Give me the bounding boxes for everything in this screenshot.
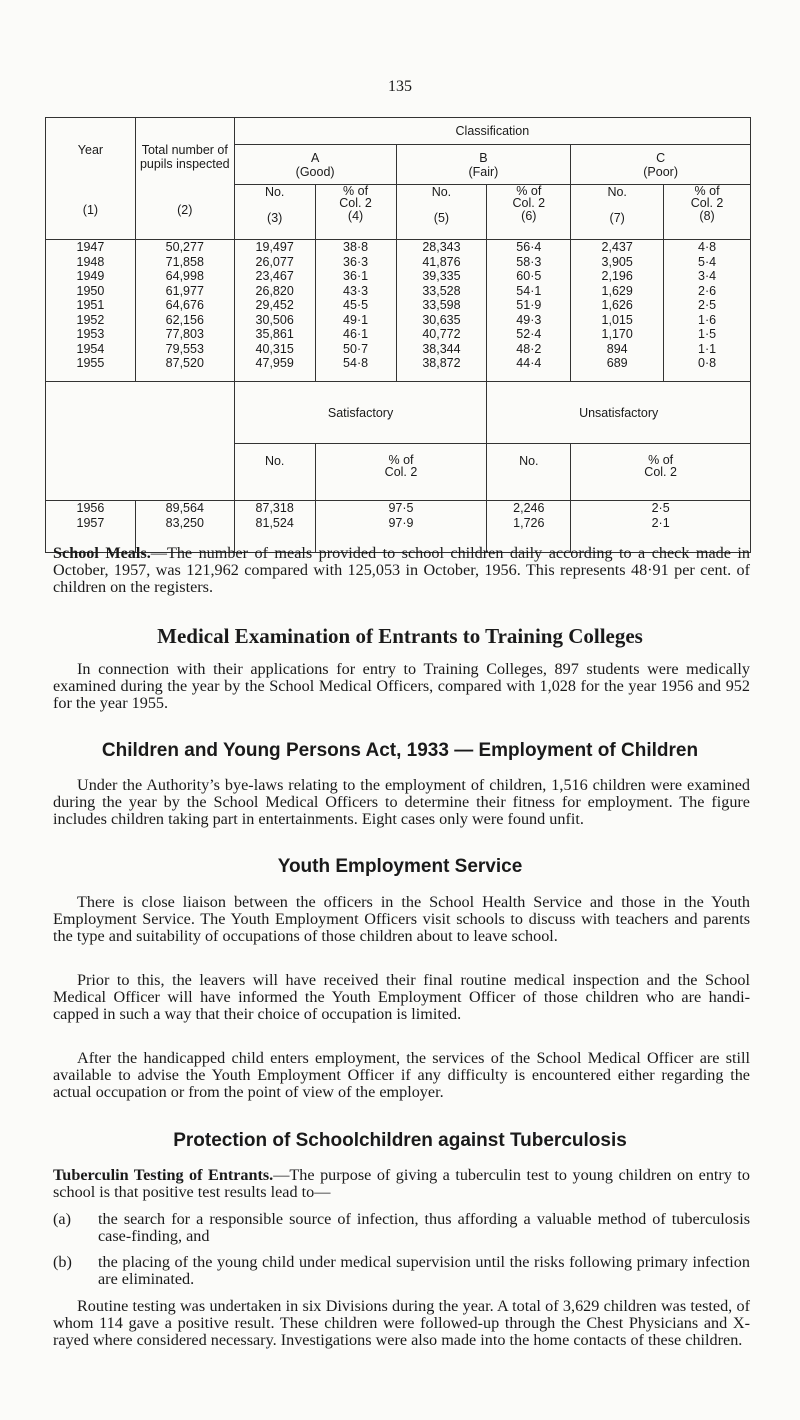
table-cell: 26,077 xyxy=(255,254,294,269)
table-cell: 64,998 xyxy=(165,269,204,283)
table-cell: 3·4 xyxy=(698,269,717,283)
table-cell: 1,170 xyxy=(601,327,633,341)
a-pct-column xyxy=(315,240,396,382)
table-cell: 58·3 xyxy=(516,254,542,269)
table-cell: 1947 xyxy=(76,240,105,254)
table-cell: 0·8 xyxy=(698,356,717,370)
col-index-2: (2) xyxy=(177,202,193,217)
table-cell: 30,506 xyxy=(255,312,294,327)
table-cell: 97·5 xyxy=(388,501,414,515)
table-cell: 1·5 xyxy=(698,327,717,341)
table-cell: 1,629 xyxy=(601,283,633,298)
medical-paragraph: In connection with their applications for entry to Training Colleges, 897 students were medically examined during the year by the School Medical Officers, compared with 1,028 for the year 1956 and 952 for the year 1955. xyxy=(53,660,750,712)
table-cell: 38,344 xyxy=(422,341,461,356)
a-no-header: No. (3) xyxy=(234,185,315,240)
table-cell: 38,872 xyxy=(422,356,461,370)
table-cell: 1949 xyxy=(76,269,105,283)
table-cell: 1951 xyxy=(76,298,105,312)
table-cell: 2·5 xyxy=(698,298,717,312)
classification-header: Classification xyxy=(234,118,750,145)
table-cell: 87,520 xyxy=(165,356,204,370)
table-cell: 1,626 xyxy=(601,298,633,312)
table-cell: 2·6 xyxy=(698,283,717,298)
tb-item-b xyxy=(53,1254,750,1288)
group-b-header: B (Fair) xyxy=(396,145,571,185)
table-cell: 3,905 xyxy=(601,254,633,269)
c-no-column xyxy=(571,240,664,382)
youth-heading: Youth Employment Service xyxy=(277,856,523,877)
c-pct-header: % of Col. 2 (8) xyxy=(664,185,751,240)
sat-no-header: No. xyxy=(234,444,315,501)
tb-item-b-label: (b) xyxy=(53,1253,72,1271)
group-a-header: A (Good) xyxy=(234,145,396,185)
b-pct-column xyxy=(487,240,571,382)
c-pct-column xyxy=(664,240,751,382)
table-cell: 64,676 xyxy=(165,298,204,312)
table-cell: 23,467 xyxy=(255,269,294,283)
table-cell: 48·2 xyxy=(516,341,542,356)
b-no-header: No. (5) xyxy=(396,185,487,240)
table-cell: 1953 xyxy=(76,327,105,341)
table-cell: 71,858 xyxy=(165,254,204,269)
table-cell: 1954 xyxy=(76,341,105,356)
table-cell: 1948 xyxy=(76,254,105,269)
tb-heading: Protection of Schoolchildren against Tuberculosis xyxy=(173,1130,627,1151)
table-cell: 40,772 xyxy=(422,327,461,341)
table-cell: 1955 xyxy=(76,356,105,370)
col-index-1: (1) xyxy=(82,202,99,217)
table-cell: 30,635 xyxy=(422,312,461,327)
youth-paragraph-3: After the handicapped child enters employment, the services of the School Medical Officer are still available to advise the Youth Employment Officer if any difficulty is encountered either regarding the actual occupation or from the point of view of the employer. xyxy=(53,1049,750,1101)
tb-intro-paragraph xyxy=(53,1167,750,1201)
table-cell: 56·4 xyxy=(516,240,542,254)
table-cell: 35,861 xyxy=(255,327,294,341)
group-c-header: C (Poor) xyxy=(571,145,751,185)
table-cell: 1·1 xyxy=(698,341,717,356)
unsat-no-header: No. xyxy=(487,444,571,501)
table-cell: 51·9 xyxy=(516,298,542,312)
a-no-column xyxy=(234,240,315,382)
tb-final-paragraph: Routine testing was undertaken in six Divisions during the year. A total of 3,629 children was tested, of whom 114 gave a positive result. These children were followed-up through the Chest Physicians and X-rayed where considered necessary. Investigations were also made into the home contacts of these children. xyxy=(53,1297,750,1349)
children-act-heading: Children and Young Persons Act, 1933 — Employment of Children xyxy=(101,740,699,761)
youth-paragraph-2: Prior to this, the leavers will have received their final routine medical inspection and the School Medical Officer will have informed the Youth Employment Officer of those children who are handi- capped in such a way that their choice of occupation is limited. xyxy=(53,971,750,1023)
table-cell: 33,528 xyxy=(422,283,461,298)
table-cell: 81,524 xyxy=(255,515,294,530)
table-cell: 33,598 xyxy=(422,298,461,312)
table-cell: 60·5 xyxy=(516,269,542,283)
table-cell: 54·1 xyxy=(516,283,542,298)
table-cell: 77,803 xyxy=(165,327,204,341)
tb-lead: Tuberculin Testing of Entrants. xyxy=(53,1166,274,1184)
table-cell: 49·3 xyxy=(516,312,542,327)
table-cell: 47,959 xyxy=(255,356,294,370)
table-cell: 2·1 xyxy=(651,515,670,530)
school-meals-lead: School Meals. xyxy=(53,544,151,562)
table-cell: 36·3 xyxy=(343,254,369,269)
table-cell: 2·5 xyxy=(651,501,670,515)
table-cell: 52·4 xyxy=(516,327,542,341)
table-cell: 29,452 xyxy=(255,298,294,312)
b-no-column xyxy=(396,240,487,382)
table-cell: 4·8 xyxy=(698,240,717,254)
year-header-cell xyxy=(46,118,136,240)
table-cell: 79,553 xyxy=(165,341,204,356)
a-pct-header: % of Col. 2 (4) xyxy=(315,185,396,240)
table-cell: 28,343 xyxy=(422,240,461,254)
medical-heading: Medical Examination of Entrants to Training Colleges xyxy=(157,624,643,648)
table-cell: 45·5 xyxy=(343,298,369,312)
table-cell: 50,277 xyxy=(165,240,204,254)
tb-item-b-text: the placing of the young child under medical supervision until the risks following primary infection are eliminated. xyxy=(98,1253,750,1288)
classification-table xyxy=(45,117,751,553)
table-cell: 97·9 xyxy=(388,515,414,530)
table-cell: 54·8 xyxy=(343,356,369,370)
table-cell: 36·1 xyxy=(343,269,369,283)
table-cell: 46·1 xyxy=(343,327,369,341)
satisfactory-header: Satisfactory xyxy=(234,382,487,444)
table-cell: 83,250 xyxy=(165,515,204,530)
table-cell: 5·4 xyxy=(698,254,717,269)
table-cell: 43·3 xyxy=(343,283,369,298)
page-number: 135 xyxy=(388,78,412,95)
c-no-header: No. (7) xyxy=(571,185,664,240)
table-cell: 689 xyxy=(606,356,628,370)
table-cell: 1,726 xyxy=(513,515,545,530)
table-cell: 41,876 xyxy=(422,254,461,269)
table-cell: 38·8 xyxy=(343,240,369,254)
school-meals-text: —The number of meals provided to school children daily according to a check made in October, 1957, was 121,962 compared with 125,053 in October, 1956. This represents 48·91 per cent. of children on the registers. xyxy=(53,544,751,596)
table-cell: 62,156 xyxy=(165,312,204,327)
table-cell: 19,497 xyxy=(255,240,294,254)
table-cell: 1956 xyxy=(76,501,105,515)
children-act-paragraph: Under the Authority’s bye-laws relating to the employment of children, 1,516 children were examined during the year by the School Medical Officers to determine their fitness for employment. The figure includes children taking part in entertainments. Eight cases only were found unfit. xyxy=(53,776,750,828)
tb-item-a-label: (a) xyxy=(53,1210,71,1228)
youth-paragraph-1: There is close liaison between the officers in the School Health Service and those in the Youth Employment Service. The Youth Employment Officers visit schools to discuss with teachers and parents the type and suitability of occupations of those children about to leave school. xyxy=(53,893,750,945)
table-cell: 2,437 xyxy=(601,240,633,254)
table-cell: 1·6 xyxy=(698,312,717,327)
table-cell: 1952 xyxy=(76,312,105,327)
table-cell: 40,315 xyxy=(255,341,294,356)
table-cell: 44·4 xyxy=(516,356,542,370)
table-cell: 39,335 xyxy=(422,269,461,283)
b-pct-header: % of Col. 2 (6) xyxy=(487,185,571,240)
table-cell: 61,977 xyxy=(165,283,204,298)
total-header-cell xyxy=(135,118,234,240)
table-cell: 50·7 xyxy=(343,341,369,356)
total-header: Total number of pupils inspected xyxy=(139,142,230,171)
unsatisfactory-header: Unsatisfactory xyxy=(487,382,751,444)
totals-column xyxy=(135,240,234,382)
table-cell: 89,564 xyxy=(165,501,204,515)
sat-pct-header: % of Col. 2 xyxy=(315,444,487,501)
table-cell: 1950 xyxy=(76,283,105,298)
school-meals-paragraph xyxy=(53,545,750,596)
table-cell: 2,246 xyxy=(513,501,545,515)
table-cell: 49·1 xyxy=(343,312,369,327)
unsat-pct-header: % of Col. 2 xyxy=(571,444,751,501)
table-cell: 1,015 xyxy=(601,312,633,327)
table-cell: 87,318 xyxy=(255,501,294,515)
years-column xyxy=(46,240,136,382)
tb-intro: —The purpose of giving a tuberculin test to young children on entry to school is that positive test results lead to— xyxy=(53,1166,750,1201)
table-cell: 1957 xyxy=(76,515,105,530)
tb-item-a-text: the search for a responsible source of infection, thus affording a valuable method of tuberculosis case-finding, and xyxy=(98,1210,750,1245)
tb-item-a xyxy=(53,1211,750,1245)
table-cell: 26,820 xyxy=(255,283,294,298)
table-cell: 894 xyxy=(606,341,628,356)
year-header: Year xyxy=(77,142,104,157)
table-cell: 2,196 xyxy=(601,269,633,283)
